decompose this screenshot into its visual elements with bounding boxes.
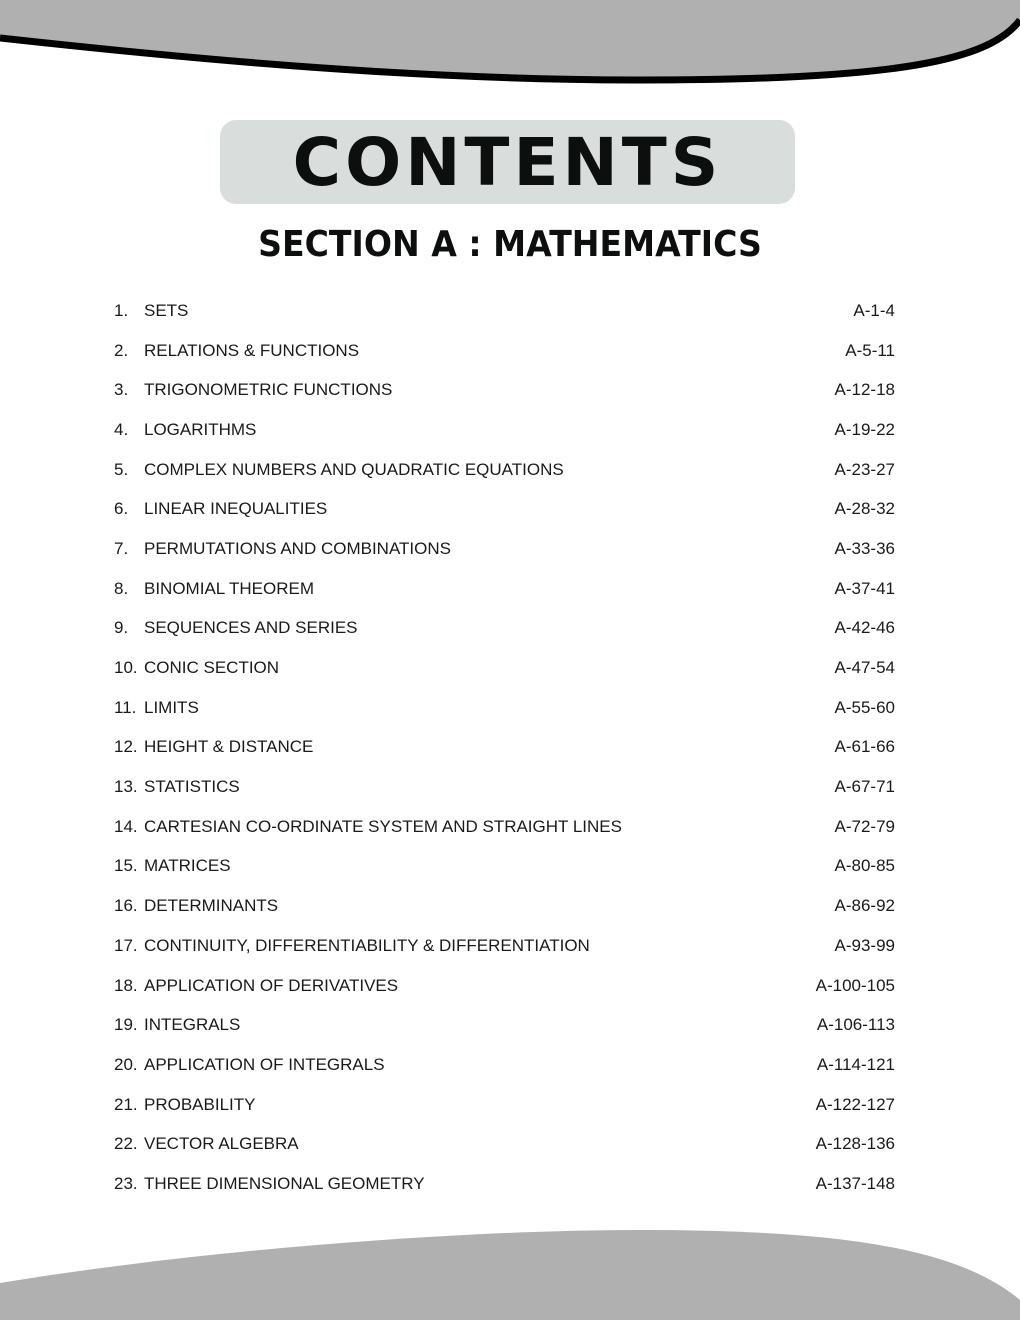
- page-title: CONTENTS: [292, 123, 723, 201]
- toc-entry[interactable]: [114, 1124, 895, 1164]
- toc-entry-label: [114, 936, 590, 956]
- toc-entry-label: [114, 301, 188, 321]
- toc-entry[interactable]: [114, 886, 895, 926]
- toc-entry-number: 1.: [114, 300, 129, 320]
- toc-entry[interactable]: [114, 331, 895, 371]
- toc-entry[interactable]: [114, 966, 895, 1006]
- toc-entry-pages: A-55-60: [834, 697, 895, 717]
- toc-entry-pages: A-37-41: [834, 578, 895, 598]
- toc-entry-label: [114, 658, 279, 678]
- toc-entry-number: 3.: [114, 380, 129, 400]
- toc-entry-title: HEIGHT & DISTANCE: [144, 737, 314, 757]
- toc-entry-number: 16.: [114, 896, 138, 916]
- toc-entry[interactable]: [114, 688, 895, 728]
- toc-entry-pages: A-128-136: [815, 1134, 895, 1154]
- toc-entry[interactable]: [114, 450, 895, 490]
- toc-entry-title: CARTESIAN CO-ORDINATE SYSTEM AND STRAIGHT LINES: [144, 816, 622, 836]
- toc-entry-title: APPLICATION OF DERIVATIVES: [144, 975, 399, 995]
- bottom-wave-decoration: [0, 1230, 1020, 1320]
- toc-entry[interactable]: [114, 767, 895, 807]
- toc-entry-number: 10.: [114, 658, 138, 678]
- toc-entry-number: 17.: [114, 935, 138, 955]
- toc-entry-title: LINEAR INEQUALITIES: [144, 499, 328, 519]
- toc-entry-number: 12.: [114, 737, 138, 757]
- toc-entry-number: 15.: [114, 856, 138, 876]
- toc-entry-title: TRIGONOMETRIC FUNCTIONS: [144, 380, 393, 400]
- toc-entry-number: 22.: [114, 1134, 138, 1154]
- toc-entry-title: LOGARITHMS: [144, 419, 257, 439]
- toc-entry-pages: A-67-71: [834, 777, 895, 797]
- toc-entry-label: [114, 618, 358, 638]
- toc-entry-number: 5.: [114, 459, 129, 479]
- toc-entry-label: [114, 856, 231, 876]
- toc-entry-number: 11.: [114, 697, 137, 717]
- toc-entry-label: [114, 1134, 299, 1154]
- toc-entry-label: [114, 777, 240, 797]
- toc-entry-number: 8.: [114, 578, 129, 598]
- toc-entry-label: [114, 539, 451, 559]
- toc-entry-label: [114, 579, 314, 599]
- toc-entry-pages: A-100-105: [815, 975, 895, 995]
- toc-entry-pages: A-33-36: [834, 538, 895, 558]
- toc-entry-label: [114, 1055, 385, 1075]
- toc-entry[interactable]: [114, 1045, 895, 1085]
- toc-entry-number: 6.: [114, 499, 129, 519]
- toc-entry[interactable]: [114, 489, 895, 529]
- toc-entry-title: SEQUENCES AND SERIES: [144, 618, 358, 638]
- toc-entry-title: VECTOR ALGEBRA: [144, 1134, 299, 1154]
- toc-entry-label: [114, 698, 199, 718]
- toc-entry-number: 2.: [114, 340, 129, 360]
- toc-entry-number: 21.: [114, 1094, 138, 1114]
- toc-entry[interactable]: [114, 807, 895, 847]
- toc-entry-title: LIMITS: [144, 697, 199, 717]
- toc-entry-label: [114, 420, 256, 440]
- toc-entry-pages: A-23-27: [834, 459, 895, 479]
- toc-entry-pages: A-72-79: [834, 816, 895, 836]
- toc-entry-title: MATRICES: [144, 856, 231, 876]
- toc-entry-label: [114, 896, 278, 916]
- toc-entry-label: [114, 817, 622, 837]
- toc-entry-title: CONIC SECTION: [144, 658, 280, 678]
- toc-entry-label: [114, 460, 564, 480]
- toc-entry[interactable]: [114, 847, 895, 887]
- table-of-contents: [114, 291, 895, 1204]
- toc-entry[interactable]: [114, 728, 895, 768]
- toc-entry-label: [114, 976, 398, 996]
- toc-entry-number: 4.: [114, 419, 129, 439]
- toc-entry-number: 18.: [114, 975, 138, 995]
- toc-entry-pages: A-80-85: [834, 856, 895, 876]
- toc-entry[interactable]: [114, 569, 895, 609]
- toc-entry-title: INTEGRALS: [144, 1015, 241, 1035]
- toc-entry-title: BINOMIAL THEOREM: [144, 578, 315, 598]
- toc-entry-number: 9.: [114, 618, 129, 638]
- toc-entry-label: [114, 737, 313, 757]
- toc-entry-pages: A-28-32: [834, 499, 895, 519]
- toc-entry-pages: A-42-46: [834, 618, 895, 638]
- toc-entry[interactable]: [114, 370, 895, 410]
- toc-entry-number: 13.: [114, 777, 138, 797]
- toc-entry[interactable]: [114, 410, 895, 450]
- toc-entry-number: 23.: [114, 1173, 138, 1193]
- toc-entry-pages: A-106-113: [816, 1015, 895, 1035]
- toc-entry[interactable]: [114, 1005, 895, 1045]
- toc-entry-label: [114, 341, 359, 361]
- top-wave-decoration: [0, 0, 1020, 100]
- toc-entry-title: PERMUTATIONS AND COMBINATIONS: [144, 538, 451, 558]
- toc-entry-pages: A-61-66: [834, 737, 895, 757]
- toc-entry-label: [114, 1174, 425, 1194]
- toc-entry-title: SETS: [144, 300, 189, 320]
- toc-entry-label: [114, 1015, 240, 1035]
- toc-entry-title: DETERMINANTS: [144, 896, 279, 916]
- toc-entry-pages: A-5-11: [845, 340, 895, 360]
- toc-entry-number: 19.: [114, 1015, 138, 1035]
- toc-entry-title: PROBABILITY: [144, 1094, 256, 1114]
- toc-entry-label: [114, 1095, 255, 1115]
- toc-entry[interactable]: [114, 529, 895, 569]
- toc-entry-pages: A-137-148: [815, 1173, 895, 1193]
- toc-entry[interactable]: [114, 291, 895, 331]
- toc-entry-number: 14.: [114, 816, 138, 836]
- toc-entry-number: 7.: [114, 538, 129, 558]
- toc-entry-label: [114, 499, 327, 519]
- toc-entry-label: [114, 380, 392, 400]
- toc-entry[interactable]: [114, 926, 895, 966]
- toc-entry-title: RELATIONS & FUNCTIONS: [144, 340, 360, 360]
- toc-entry-pages: A-1-4: [853, 300, 895, 320]
- toc-entry-title: COMPLEX NUMBERS AND QUADRATIC EQUATIONS: [144, 459, 564, 479]
- toc-entry-title: APPLICATION OF INTEGRALS: [144, 1054, 385, 1074]
- toc-entry-pages: A-114-121: [816, 1054, 895, 1074]
- toc-entry-pages: A-93-99: [834, 935, 895, 955]
- toc-entry[interactable]: [114, 609, 895, 649]
- toc-entry-title: STATISTICS: [144, 777, 240, 797]
- toc-entry-pages: A-86-92: [834, 896, 895, 916]
- toc-entry-title: THREE DIMENSIONAL GEOMETRY: [144, 1173, 425, 1193]
- toc-entry-title: CONTINUITY, DIFFERENTIABILITY & DIFFERENTIATION: [144, 935, 590, 955]
- section-heading: SECTION A : MATHEMATICS: [258, 224, 762, 265]
- toc-entry[interactable]: [114, 648, 895, 688]
- toc-entry[interactable]: [114, 1085, 895, 1125]
- toc-entry[interactable]: [114, 1164, 895, 1204]
- toc-entry-pages: A-122-127: [815, 1094, 895, 1114]
- toc-entry-pages: A-47-54: [834, 658, 895, 678]
- contents-title-box: [220, 120, 795, 204]
- toc-entry-pages: A-12-18: [834, 380, 895, 400]
- toc-entry-number: 20.: [114, 1054, 138, 1074]
- toc-entry-pages: A-19-22: [834, 419, 895, 439]
